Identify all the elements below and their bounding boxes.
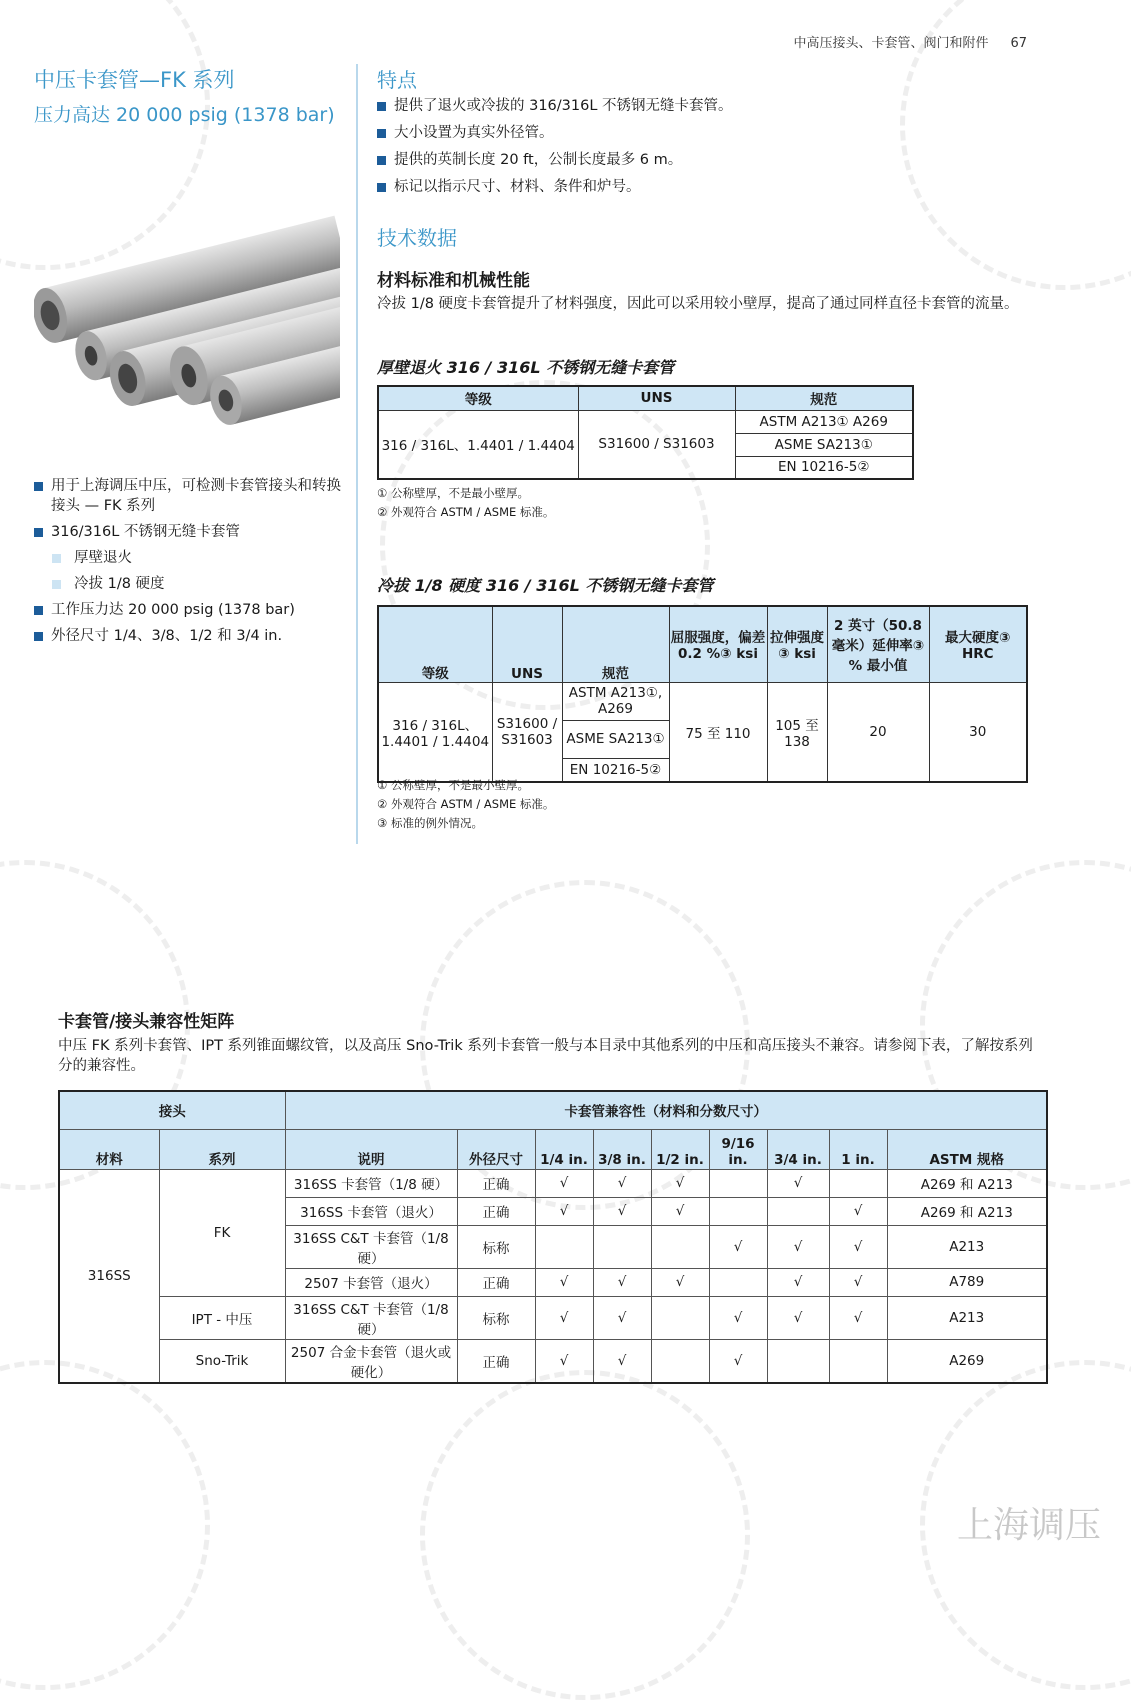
check-icon: √ [535,1197,593,1225]
astm-cell: A213 [887,1225,1047,1268]
bullet-icon [377,156,386,165]
check-icon: √ [593,1169,651,1197]
column-header: 材料 [59,1129,159,1169]
features-heading: 特点 [377,68,417,92]
check-icon: √ [651,1268,709,1296]
table-cell: 105 至 138 [767,682,827,782]
astm-cell: A269 [887,1339,1047,1383]
bullet-icon [34,482,43,491]
tubing-photo [34,215,340,430]
list-item: 用于上海调压中压，可检测卡套管接头和转换接头 — FK 系列 [34,476,354,516]
empty-cell [709,1169,767,1197]
check-icon: √ [709,1339,767,1383]
compatibility-matrix-table [58,1090,1048,1384]
table-cell: 20 [827,682,929,782]
tube [34,215,340,430]
column-header: 1 in. [829,1129,887,1169]
features-list [377,96,1037,204]
bullet-icon [377,102,386,111]
table-cell: 316 / 316L、1.4401 / 1.4404 [378,682,492,782]
table-cell: ASTM A213① A269 [735,410,913,433]
table2-caption: 冷拔 1/8 硬度 316 / 316L 不锈钢无缝卡套管 [377,576,714,595]
empty-cell [767,1339,829,1383]
table-cell: 75 至 110 [669,682,767,782]
check-icon: √ [829,1296,887,1339]
bullet-icon [377,129,386,138]
od-cell: 正确 [457,1268,535,1296]
table-cell: EN 10216-5② [562,758,669,782]
list-item: 提供了退火或冷拔的 316/316L 不锈钢无缝卡套管。 [377,96,1037,116]
column-header: 3/8 in. [593,1129,651,1169]
description-cell: 316SS C&T 卡套管（1/8 硬） [285,1296,457,1339]
sub-bullet-icon [52,580,61,589]
bullet-icon [377,183,386,192]
watermark-text: 上海调压 [956,1505,1101,1546]
sub-bullet-icon [52,554,61,563]
table-header: 屈服强度，偏差 0.2 %③ ksi [669,606,767,682]
table-row [59,1339,1047,1383]
description-cell: 2507 卡套管（退火） [285,1268,457,1296]
feature-summary-list [34,476,354,652]
watermark-circle [0,1360,210,1690]
check-icon: √ [593,1197,651,1225]
page-title: 中压卡套管—FK 系列 [34,68,235,92]
table-cell: ASME SA213① [562,720,669,758]
column-header: 说明 [285,1129,457,1169]
description-cell: 316SS 卡套管（退火） [285,1197,457,1225]
watermark-circle [420,1370,750,1700]
list-item: 标记以指示尺寸、材料、条件和炉号。 [377,177,1037,197]
empty-cell [535,1225,593,1268]
check-icon: √ [829,1268,887,1296]
column-header: 9/16 in. [709,1129,767,1169]
check-icon: √ [535,1296,593,1339]
column-divider [356,64,358,844]
empty-cell [651,1225,709,1268]
astm-cell: A269 和 A213 [887,1197,1047,1225]
list-item: 提供的英制长度 20 ft，公制长度最多 6 m。 [377,150,1037,170]
empty-cell [709,1197,767,1225]
cold-drawn-tubing-table [377,605,1028,783]
table-header: UNS [492,606,562,682]
header-section: 中高压接头、卡套管、阀门和附件 [793,36,989,51]
check-icon: √ [593,1296,651,1339]
astm-cell: A269 和 A213 [887,1169,1047,1197]
list-item: 大小设置为真实外径管。 [377,123,1037,143]
check-icon: √ [651,1169,709,1197]
footnote: ② 外观符合 ASTM / ASME 标准。 [377,797,555,811]
group-header: 卡套管兼容性（材料和分数尺寸） [285,1091,1047,1129]
bullet-icon [34,606,43,615]
table-header: UNS [578,386,735,410]
check-icon: √ [535,1268,593,1296]
check-icon: √ [535,1169,593,1197]
table1-caption: 厚壁退火 316 / 316L 不锈钢无缝卡套管 [377,358,675,377]
check-icon: √ [829,1197,887,1225]
column-header: 系列 [159,1129,285,1169]
footnote: ① 公称壁厚，不是最小壁厚。 [377,778,529,792]
table-header: 最大硬度③ HRC [929,606,1027,682]
footnote: ① 公称壁厚，不是最小壁厚。 [377,486,529,500]
check-icon: √ [829,1225,887,1268]
list-item: 工作压力达 20 000 psig (1378 bar) [34,600,354,620]
list-item: 外径尺寸 1/4、3/8、1/2 和 3/4 in. [34,626,354,646]
table1-notes [377,484,1037,522]
check-icon: √ [593,1339,651,1383]
matrix-paragraph: 中压 FK 系列卡套管、IPT 系列锥面螺纹管，以及高压 Sno-Trik 系列卡套管一般与本目录中其他系列的中压和高压接头不兼容。请参阅下表，了解按系列分的兼容性。 [58,1038,1033,1074]
series-cell: IPT - 中压 [159,1296,285,1339]
empty-cell [593,1225,651,1268]
table-header: 2 英寸（50.8 毫米）延伸率③ % 最小值 [827,606,929,682]
description-cell: 316SS C&T 卡套管（1/8 硬） [285,1225,457,1268]
series-cell: FK [159,1169,285,1296]
matrix-heading: 卡套管/接头兼容性矩阵 [58,1012,235,1032]
page-header [793,32,1027,51]
table-header: 等级 [378,606,492,682]
table-row [59,1296,1047,1339]
tech-heading: 技术数据 [377,226,457,250]
table-cell: ASTM A213①, A269 [562,682,669,720]
list-item: 316/316L 不锈钢无缝卡套管 [34,522,354,542]
description-cell: 2507 合金卡套管（退火或硬化） [285,1339,457,1383]
table-cell: 316 / 316L、1.4401 / 1.4404 [378,410,578,479]
page-subtitle: 压力高达 20 000 psig (1378 bar) [34,104,335,126]
empty-cell [651,1296,709,1339]
check-icon: √ [535,1339,593,1383]
table-row [59,1169,1047,1197]
table-cell: ASME SA213① [735,433,913,456]
column-header: 外径尺寸 [457,1129,535,1169]
od-cell: 正确 [457,1339,535,1383]
table2-notes [377,776,1037,833]
bullet-icon [34,528,43,537]
table-cell: S31600 / S31603 [492,682,562,782]
empty-cell [829,1169,887,1197]
check-icon: √ [709,1296,767,1339]
check-icon: √ [709,1225,767,1268]
column-header: 1/4 in. [535,1129,593,1169]
od-cell: 标称 [457,1296,535,1339]
empty-cell [767,1197,829,1225]
check-icon: √ [767,1169,829,1197]
tech-paragraph: 冷拔 1/8 硬度卡套管提升了材料强度，因此可以采用较小壁厚，提高了通过同样直径卡套管的流量。 [377,296,1019,312]
footnote: ② 外观符合 ASTM / ASME 标准。 [377,505,555,519]
table-header: 等级 [378,386,578,410]
footnote: ③ 标准的例外情况。 [377,816,483,830]
check-icon: √ [767,1268,829,1296]
table-cell: 30 [929,682,1027,782]
list-item: 冷拔 1/8 硬度 [34,574,354,594]
bullet-icon [34,632,43,641]
astm-cell: A213 [887,1296,1047,1339]
description-cell: 316SS 卡套管（1/8 硬） [285,1169,457,1197]
tech-subheading: 材料标准和机械性能 [377,271,530,291]
list-item: 厚壁退火 [34,548,354,568]
check-icon: √ [767,1296,829,1339]
column-header: ASTM 规格 [887,1129,1047,1169]
empty-cell [709,1268,767,1296]
empty-cell [829,1339,887,1383]
table-header: 规范 [735,386,913,410]
table-header: 规范 [562,606,669,682]
od-cell: 正确 [457,1197,535,1225]
series-cell: Sno-Trik [159,1339,285,1383]
table-cell: EN 10216-5② [735,456,913,479]
table-header: 拉伸强度③ ksi [767,606,827,682]
group-header: 接头 [59,1091,285,1129]
check-icon: √ [593,1268,651,1296]
page-number: 67 [1010,36,1027,51]
od-cell: 正确 [457,1169,535,1197]
annealed-tubing-table [377,385,914,480]
check-icon: √ [767,1225,829,1268]
column-header: 3/4 in. [767,1129,829,1169]
astm-cell: A789 [887,1268,1047,1296]
material-cell: 316SS [59,1169,159,1383]
empty-cell [651,1339,709,1383]
table-cell: S31600 / S31603 [578,410,735,479]
od-cell: 标称 [457,1225,535,1268]
column-header: 1/2 in. [651,1129,709,1169]
check-icon: √ [651,1197,709,1225]
